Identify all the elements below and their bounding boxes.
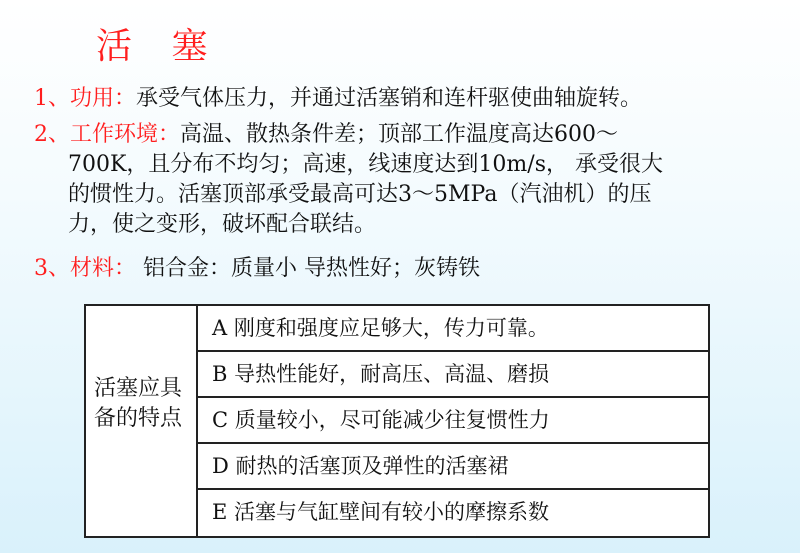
feature-row-b: B 导热性能好，耐高压、高温、磨损 xyxy=(198,352,708,398)
slide-title: 活 塞 xyxy=(96,26,222,67)
point-function-text: 承受气体压力，并通过活塞销和连杆驱使曲轴旋转。 xyxy=(136,86,643,111)
feature-row-c: C 质量较小，尽可能减少往复惯性力 xyxy=(198,398,708,444)
feature-row-d: D 耐热的活塞顶及弹性的活塞裙 xyxy=(198,444,708,490)
features-label-cell xyxy=(86,306,198,536)
point-function xyxy=(34,84,642,114)
point-environment-line-3: 的惯性力。活塞顶部承受最高可达3～5MPa（汽油机）的压 xyxy=(68,182,652,207)
point-environment-line-2: 700K，且分布不均匀；高速，线速度达到10m/s， 承受很大 xyxy=(68,152,663,177)
point-material-lead: 3、材料： xyxy=(34,256,136,281)
point-environment-line-4: 力，使之变形，破坏配合联结。 xyxy=(68,212,377,237)
feature-row-e: E 活塞与气缸壁间有较小的摩擦系数 xyxy=(212,500,550,524)
point-function-lead: 1、功用： xyxy=(34,86,136,111)
point-material xyxy=(34,254,480,284)
features-rows xyxy=(198,306,708,536)
features-table xyxy=(84,304,710,538)
features-label: 活塞应具备的特点 xyxy=(94,376,183,431)
point-environment-line-1: 高温、散热条件差；顶部工作温度高达600～ xyxy=(180,122,618,147)
point-environment xyxy=(34,120,774,240)
feature-row-a: A 刚度和强度应足够大，传力可靠。 xyxy=(198,306,708,352)
point-environment-lead: 2、工作环境： xyxy=(34,122,180,147)
point-material-text: 铝合金：质量小 导热性好；灰铸铁 xyxy=(136,256,480,281)
